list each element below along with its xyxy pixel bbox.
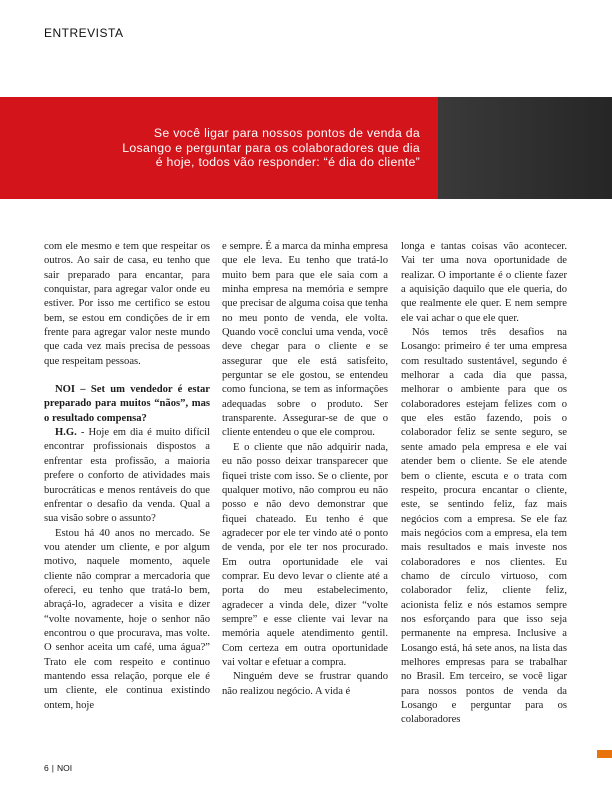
- footer-separator: |: [51, 763, 54, 773]
- page-edge-tab: [597, 750, 612, 758]
- paragraph: Nós temos três desafios na Losango: primeiro é ter uma empresa com resultado sustentável, segundo é melhorar a cada dia que passa, melhorar o ambiente para que os colaboradores estejam felizes com o que eles estão fazendo, pois o colaborador feliz se sente seguro, se sente amado pela empresa e ele vai atender bem o cliente. Se ele atende bem o cliente, escuta e o trata com respeito, procura encantar o cliente, este, se sentindo feliz, faz mais negócios com a empresa. Se ele faz mais negócios com a empresa, ela tem mais resultados e mais investe nos colaboradores e nos clientes. Eu chamo de círculo virtuoso, com colaborador feliz, cliente feliz, acionista feliz e nós estamos sempre nos esforçando para que isso seja permanente na empresa. Inclusive a Losango está, há sete anos, na lista das melhores empresas para se trabalhar no Brasil. Em terceiro, se você ligar para nossos pontos de venda da Losango e perguntar para os colaboradores: [401, 327, 567, 726]
- paragraph: Ninguém deve se frustrar quando não realizou negócio. A vida é: [222, 671, 388, 697]
- paragraph: longa e tantas coisas vão acontecer. Vai ter uma nova oportunidade de realizar. O importante é o cliente fazer a aquisição daquilo que ele queria, do que realmente ele quer. E nem sempre ele vai achar o que ele quer.: [401, 241, 567, 324]
- article-column-3: [401, 240, 567, 728]
- pull-quote-banner: [0, 97, 438, 199]
- paragraph: [44, 426, 210, 526]
- paragraph: E o cliente que não adquirir nada, eu não posso deixar transparecer que fiquei triste com isso. Se o cliente, por qualquer motivo, não comprou eu não posso e não devo demonstrar que fiquei chateado. Eu tenho é que agradecer por ele ter vindo até o ponto de venda, por ele ter nos procurado. Em outra oportunidade ele vai comprar. Eu devo levar o cliente até a porta do meu estabelecimento, agradecer a vinda dele, dizer “volte sempre” e esse cliente vai levar na memória aquele atendimento gentil. Com certeza em outra oportunidade vai voltar e efetuar a compra.: [222, 441, 388, 668]
- pull-quote-line: Se você ligar para nossos pontos de venda da: [153, 126, 420, 140]
- banner-dark-block: [438, 97, 612, 199]
- pull-quote: [40, 126, 420, 170]
- paragraph: Estou há 40 anos no mercado. Se vou atender um cliente, e por algum motivo, naquele momento, aquele cliente não comprar a mercadoria que ofereci, eu tenho que tratá-lo bem, abraçá-lo, agradecer a visita e dizer “volte novamente, hoje o senhor não encontrou o que procurava, mas volte. O senhor aceita um café, uma água?” Trato ele com respeito e continuo mantendo essa relação, porque ele é um cliente, ele continua existindo ontem, hoje: [44, 527, 210, 711]
- speaker-initials: H.G.: [55, 427, 77, 439]
- pull-quote-line: Losango e perguntar para os colaboradores que dia: [122, 140, 420, 155]
- paragraph-text: - Hoje em dia é muito difícil encontrar profissionais dispostos a enfrentar esta profissão, a maioria prefere o conforto de atividades mais burocráticas e menos rentáveis do que enfrentar o desafio da venda. Qual a sua visão sobre o assunto?: [44, 427, 210, 525]
- paragraph: e sempre. É a marca da minha empresa que ele leva. Eu tenho que tratá-lo muito bem para que ele saia com a minha empresa na memória e sempre que precisar de alguma coisa que tenha no meu ponto de venda, ele volta. Quando você conclui uma venda, você deve chegar para o cliente e se assegurar que ele está satisfeito, perguntar se ele gostou, se entendeu como funciona, se tem as informações adequadas sobre o produto. Ser transparente. Assegurar-se de que o cliente entendeu o que ele comprou.: [222, 241, 388, 439]
- pull-quote-line: é hoje, todos vão responder: “é dia do cliente”: [155, 155, 420, 169]
- paragraph: com ele mesmo e tem que respeitar os outros. Ao sair de casa, eu tenho que sair preparado para encantar, para conquistar, para agregar valor onde eu estiver. Por isso me certifico se estou bem, se estou em condições de ir em frente para agregar valor neste mundo que cada vez mais precisa de pessoas que respeitam pessoas.: [44, 241, 210, 367]
- page-number: 6: [44, 763, 49, 773]
- page-footer: [44, 763, 72, 773]
- section-label: ENTREVISTA: [44, 26, 124, 40]
- magazine-name: NOI: [56, 763, 73, 773]
- article-column-2: [222, 240, 388, 699]
- article-column-1: [44, 240, 210, 713]
- interview-question: NOI – Set um vendedor é estar preparado para muitos “nãos”, mas o resultado compensa?: [44, 384, 210, 424]
